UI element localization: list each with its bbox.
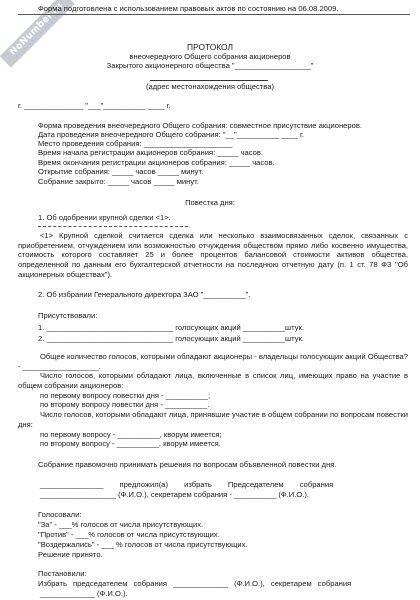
vote-against: "Против" - ___% голосов от числа присутствующих. [38,530,220,539]
footnote-separator [38,226,188,227]
registration-start: Время начала регистрации акционеров собрания: _____ часов. [38,148,263,157]
competent-statement: Собрание правомочно принимать решения по вопросам объявленной повестки дня. [38,460,337,469]
meeting-open: Открытие собрания: _____ часов _____ минут. [38,167,204,176]
present-shareholder-1: 1. ______________________________ голосующих акций __________штук. [38,323,304,332]
footnote-text: <1> Крупной сделкой считается сделка или несколько взаимосвязанных сделок, связанных с приобретением, отчуждением или возможностью отчуждения обществом прямо либо косвенно имущества, стоимость которого составляет 25 и более процентов балансовой стоимости активов общества, определенной по данным его бухгалтерской отчетности на последнюю отчетную дату (п. 1 ст. 78 ФЗ "Об акционерных обществах"). [18,231,408,279]
total-votes: Общее количество голосов, которыми обладают акционеры - владельцы голосующих акций Общества? - __________________. [18,352,408,371]
decision-statement: Решение принято. [38,550,103,559]
resolved-line-1: Избрать председателем собрания _____________ (Ф.И.О.), секретарем собрания [38,579,352,588]
address-line [150,80,268,81]
address-caption: (адрес местонахождения общества) [146,82,274,91]
votes-list-intro: Число голосов, которыми обладают лица, включенные в список лиц, имеющих право на участие в общем собрании акционеров: [18,371,408,390]
document-subtitle-2: Закрытого акционерного общества "__________________" [106,61,314,70]
meeting-place: Место проведения собрания: _____________________ [38,139,233,148]
present-shareholder-2: 2. ______________________________ голосующих акций __________штук. [38,334,304,343]
vote-abstain: "Воздержались" - ___ % голосов от числа присутствующих. [38,540,248,549]
header-rule [18,14,410,15]
city-date-line: г. ______________ "___"__________ ____ г. [18,101,171,110]
chairman-proposal-2: __________________ (Ф.И.О.), секретарем собрания - __________ (Ф.И.О.). [40,490,309,499]
meeting-form: Форма проведения внеочередного Общего собрания: совместное присутствие акционеров. [38,121,362,130]
q1-list-votes: по первому вопросу повестки дня - __________; [40,391,211,400]
present-label: Присутствовали: [38,311,98,320]
header-note: Форма подготовлена с использованием правовых актов по состоянию на 06.08.2009. [38,4,339,13]
document-subtitle-1: внеочередного Общего собрания акционеров [129,52,291,61]
agenda-item-2: 2. Об избрании Генерального директора ЗАО "__________". [38,290,251,299]
document-title: ПРОТОКОЛ [187,42,233,52]
registration-end: Время окончания регистрации акционеров собрания: _____ часов. [38,158,275,167]
q2-quorum: по второму вопросу - __________, кворум имеется. [40,439,221,448]
agenda-item-1: 1. Об одобрении крупной сделки <1>. [38,213,171,222]
resolved-label: Постановили: [38,569,87,578]
agenda-title: Повестка дня: [185,198,235,207]
q1-quorum: по первому вопросу - __________, кворум имеется; [40,430,222,439]
meeting-close: Собрание закрыто: _____ часов _____ минут. [38,177,199,186]
voted-label: Голосовали: [38,510,82,519]
resolved-line-2: _____________ (Ф.И.О.). [40,589,128,598]
q2-list-votes: по второму вопросу повестки дня - __________. [40,400,210,409]
chairman-proposal-1: _______________ предложил(а) избрать Председателем собрания [40,480,334,489]
vote-for: "За" - ___% голосов от числа присутствующих. [38,520,204,529]
meeting-date: Дата проведения внеочередного Общего собрания: "__"__________ ____ г. [38,130,304,139]
votes-participating: Число голосов, которыми обладают лица, принявшие участие в общем собрании по вопросам повестки дня: [18,410,408,429]
watermark: NoNumber.ru [0,0,75,67]
